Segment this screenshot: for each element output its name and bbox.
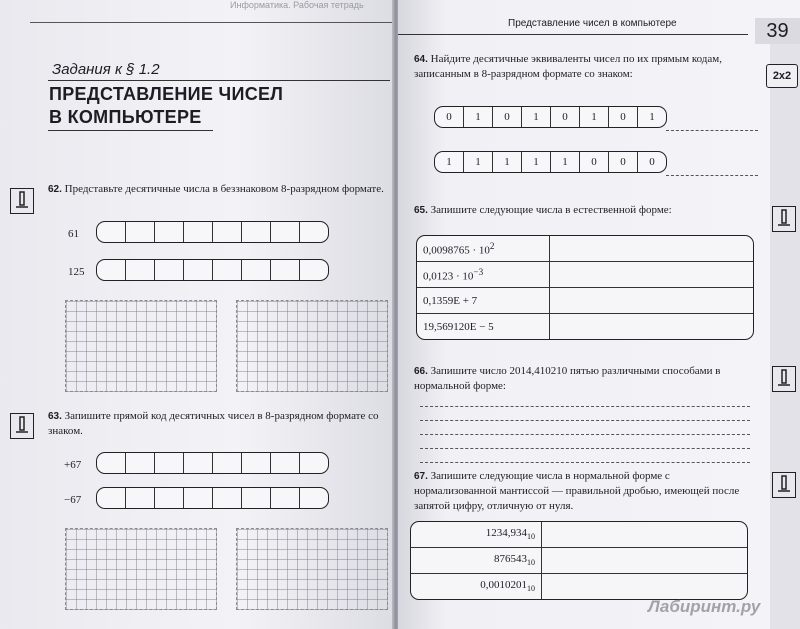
answer-grid[interactable] bbox=[236, 300, 388, 392]
table-row bbox=[417, 262, 753, 288]
bit-cell: 1 bbox=[464, 152, 493, 172]
q62-text: Представьте десятичные числа в беззнаковом 8-разрядном формате. bbox=[64, 183, 384, 195]
bit-cell: 1 bbox=[551, 152, 580, 172]
q65-answer-cell[interactable] bbox=[550, 236, 754, 262]
q66-text: Запишите число 2014,410210 пятью различными способами в нормальной форме: bbox=[414, 365, 721, 392]
q63-input-row[interactable] bbox=[96, 487, 329, 509]
table-row bbox=[411, 548, 747, 574]
q67-base: 10 bbox=[527, 532, 535, 542]
pencil-icon bbox=[10, 413, 34, 439]
bit-cell: 0 bbox=[435, 107, 464, 127]
pencil-icon bbox=[772, 206, 796, 232]
top-rule bbox=[30, 22, 392, 23]
q64-answer-line[interactable] bbox=[666, 175, 758, 176]
q64-text: Найдите десятичные эквиваленты чисел по их прямым кодам, записанным в 8-разрядном формате со знаком: bbox=[414, 53, 723, 80]
bit-cell: 1 bbox=[649, 111, 655, 123]
pencil-icon bbox=[772, 472, 796, 498]
right-page bbox=[398, 0, 800, 629]
q63-row-label: +67 bbox=[64, 459, 82, 471]
bit-cell: 1 bbox=[522, 152, 551, 172]
table-row bbox=[417, 314, 753, 340]
q65-value: 0,0098765 · 10 bbox=[423, 244, 490, 257]
q67-text-block bbox=[414, 469, 754, 514]
q66-answer-line[interactable] bbox=[420, 448, 750, 449]
q62-row-label: 61 bbox=[68, 228, 79, 240]
q67-value: 1234,934 bbox=[485, 527, 527, 540]
q62-text-block bbox=[48, 182, 390, 197]
title-rule bbox=[48, 80, 390, 81]
q65-number: 65. bbox=[414, 205, 428, 216]
answer-grid[interactable] bbox=[236, 528, 388, 610]
q63-text-block bbox=[48, 409, 390, 439]
q64-text-block bbox=[414, 52, 754, 82]
running-header: Представление чисел в компьютере bbox=[508, 18, 677, 29]
q66-answer-line[interactable] bbox=[420, 420, 750, 421]
q67-number: 67. bbox=[414, 471, 428, 482]
q65-value: 19,569120E − 5 bbox=[423, 320, 494, 333]
bit-cell: 1 bbox=[435, 152, 464, 172]
heading-rule bbox=[48, 130, 213, 131]
q66-answer-line[interactable] bbox=[420, 462, 750, 463]
q63-number: 63. bbox=[48, 411, 62, 422]
heading-line2: В КОМПЬЮТЕРЕ bbox=[49, 107, 202, 127]
bit-cell: 0 bbox=[609, 152, 638, 172]
q64-number: 64. bbox=[414, 54, 428, 65]
q63-input-row[interactable] bbox=[96, 452, 329, 474]
q66-answer-line[interactable] bbox=[420, 406, 750, 407]
bit-cell: 1 bbox=[522, 107, 551, 127]
q62-input-row[interactable] bbox=[96, 221, 329, 243]
table-row bbox=[417, 236, 753, 262]
pencil-icon bbox=[10, 188, 34, 214]
q67-answer-cell[interactable] bbox=[542, 522, 748, 548]
q64-bit-row bbox=[434, 151, 667, 173]
q65-text: Запишите следующие числа в естественной форме: bbox=[430, 204, 672, 216]
side-strip bbox=[770, 44, 800, 629]
q67-value: 0,0010201 bbox=[480, 579, 527, 592]
q63-row-label: −67 bbox=[64, 494, 82, 506]
q62-number: 62. bbox=[48, 184, 62, 195]
table-row bbox=[411, 574, 747, 600]
bit-cell: 1 bbox=[493, 152, 522, 172]
q67-base: 10 bbox=[527, 558, 535, 568]
q65-text-block bbox=[414, 203, 754, 218]
pencil-icon bbox=[772, 366, 796, 392]
answer-grid[interactable] bbox=[65, 300, 217, 392]
faded-header: Информатика. Рабочая тетрадь bbox=[230, 0, 364, 10]
q62-row-label: 125 bbox=[68, 266, 85, 278]
q64-answer-line[interactable] bbox=[666, 130, 758, 131]
q66-answer-line[interactable] bbox=[420, 434, 750, 435]
badge-2x2: 2x2 bbox=[766, 64, 798, 88]
bit-cell: 0 bbox=[493, 107, 522, 127]
bit-cell: 0 bbox=[649, 156, 655, 168]
q67-value: 876543 bbox=[494, 553, 527, 566]
q67-base: 10 bbox=[527, 584, 535, 594]
section-title: Задания к § 1.2 bbox=[52, 61, 160, 78]
q67-answer-cell[interactable] bbox=[542, 548, 748, 574]
answer-grid[interactable] bbox=[65, 528, 217, 610]
q65-exponent: 2 bbox=[489, 240, 495, 251]
q65-answer-cell[interactable] bbox=[550, 314, 754, 340]
q67-text: Запишите следующие числа в нормальной форме с нормализованной мантиссой — правильной дробью, имеющей после запятой цифру, отличную от нуля. bbox=[414, 470, 740, 512]
q65-value: 0,1359E + 7 bbox=[423, 294, 478, 307]
q65-exponent: −3 bbox=[473, 266, 484, 277]
q66-text-block bbox=[414, 364, 754, 394]
q64-bit-row bbox=[434, 106, 667, 128]
q66-number: 66. bbox=[414, 366, 428, 377]
bit-cell: 0 bbox=[551, 107, 580, 127]
q67-table bbox=[410, 521, 748, 600]
q65-answer-cell[interactable] bbox=[550, 288, 754, 314]
left-page bbox=[0, 0, 395, 629]
bit-cell: 0 bbox=[580, 152, 609, 172]
q65-table bbox=[416, 235, 754, 340]
q62-input-row[interactable] bbox=[96, 259, 329, 281]
table-row bbox=[417, 288, 753, 314]
q65-answer-cell[interactable] bbox=[550, 262, 754, 288]
bit-cell: 1 bbox=[464, 107, 493, 127]
heading-line1: ПРЕДСТАВЛЕНИЕ ЧИСЕЛ bbox=[49, 84, 284, 104]
q63-text: Запишите прямой код десятичных чисел в 8-разрядном формате со знаком. bbox=[48, 410, 379, 437]
q67-answer-cell[interactable] bbox=[542, 574, 748, 600]
bit-cell: 0 bbox=[609, 107, 638, 127]
page-number: 39 bbox=[755, 18, 800, 44]
table-row bbox=[411, 522, 747, 548]
bit-cell: 1 bbox=[580, 107, 609, 127]
header-rule bbox=[398, 34, 748, 35]
watermark: Лабиринт.ру bbox=[648, 597, 761, 616]
q65-value: 0,0123 · 10 bbox=[423, 270, 474, 283]
